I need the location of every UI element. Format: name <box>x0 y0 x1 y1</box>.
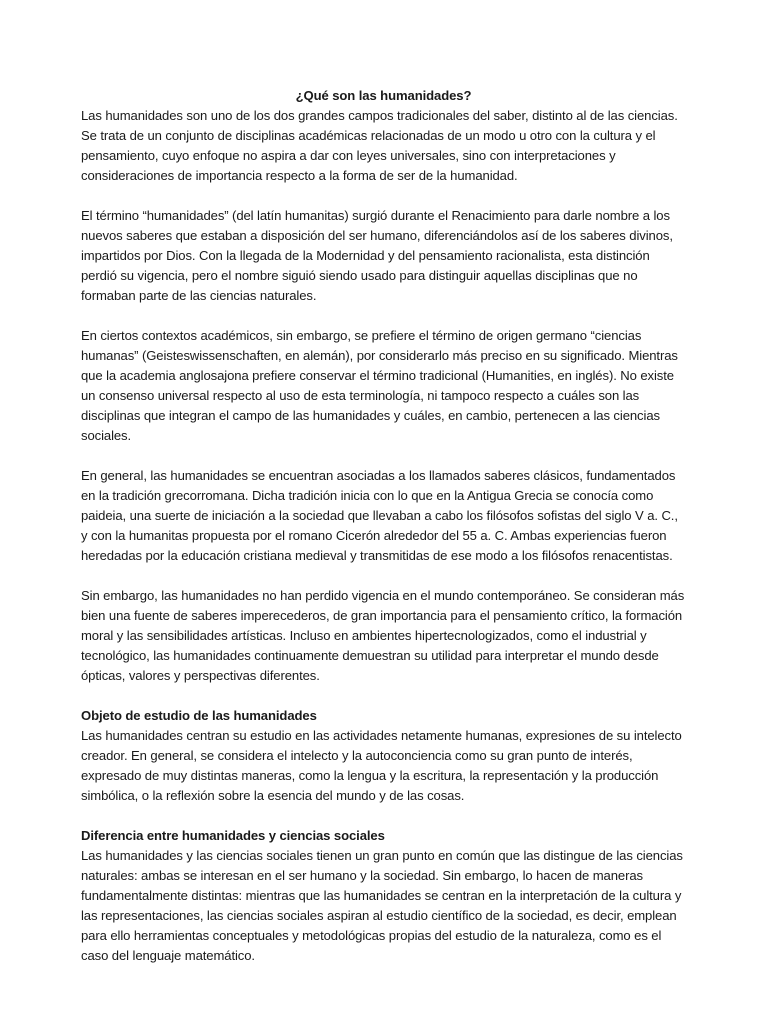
section-heading-objeto: Objeto de estudio de las humanidades <box>81 708 317 723</box>
intro-paragraph-4: En general, las humanidades se encuentran asociadas a los llamados saberes clásicos, fundamentados en la tradición grecorromana. Dicha tradición inicia con lo que en la Antigua Grecia se conocía como paideia, una suerte de iniciación a la sociedad que llevaban a cabo los filósofos sofistas del siglo V a. C., y con la humanitas propuesta por el romano Cicerón alrededor del 55 a. C. Ambas experiencias fueron heredadas por la educación cristiana medieval y transmitidas de ese modo a los filósofos renacentistas. <box>81 468 678 563</box>
section-heading-diferencia: Diferencia entre humanidades y ciencias sociales <box>81 828 385 843</box>
document-page <box>81 86 686 966</box>
intro-paragraph-1: Las humanidades son uno de los dos grandes campos tradicionales del saber, distinto al de las ciencias. Se trata de un conjunto de disciplinas académicas relacionadas de un modo u otro con la cultura y el pensamiento, cuyo enfoque no aspira a dar con leyes universales, sino con interpretaciones y consideraciones de importancia respecto a la forma de ser de la humanidad. <box>81 108 678 183</box>
intro-paragraph-5: Sin embargo, las humanidades no han perdido vigencia en el mundo contemporáneo. Se consideran más bien una fuente de saberes imperecederos, de gran importancia para el pensamiento crítico, la formación moral y las sensibilidades artísticas. Incluso en ambientes hipertecnologizados, como el industrial y tecnológico, las humanidades continuamente demuestran su utilidad para interpretar el mundo desde ópticas, valores y perspectivas diferentes. <box>81 588 685 683</box>
intro-paragraph-2: El término “humanidades” (del latín humanitas) surgió durante el Renacimiento para darle nombre a los nuevos saberes que estaban a disposición del ser humano, diferenciándolos así de los saberes divinos, impartidos por Dios. Con la llegada de la Modernidad y del pensamiento racionalista, esta distinción perdió su vigencia, pero el nombre siguió siendo usado para distinguir aquellas disciplinas que no formaban parte de las ciencias naturales. <box>81 208 673 303</box>
document-title: ¿Qué son las humanidades? <box>295 88 472 103</box>
section-body-diferencia: Las humanidades y las ciencias sociales tienen un gran punto en común que las distingue de las ciencias naturales: ambas se interesan en el ser humano y la sociedad. Sin embargo, lo hacen de maneras fundamentalmente distintas: mientras que las humanidades se centran en la interpretación de la cultura y las representaciones, las ciencias sociales aspiran al estudio científico de la sociedad, es decir, emplean para ello herramientas conceptuales y metodológicas propias del estudio de la naturaleza, como es el caso del lenguaje matemático. <box>81 848 683 963</box>
intro-paragraph-3: En ciertos contextos académicos, sin embargo, se prefiere el término de origen germano “ciencias humanas” (Geisteswissenschaften, en alemán), por considerarlo más preciso en su significado. Mientras que la academia anglosajona prefiere conservar el término tradicional (Humanities, en inglés). No existe un consenso universal respecto al uso de esta terminología, ni tampoco respecto a cuáles son las disciplinas que integran el campo de las humanidades y cuáles, en cambio, pertenecen a las ciencias sociales. <box>81 328 678 443</box>
section-body-objeto: Las humanidades centran su estudio en las actividades netamente humanas, expresiones de su intelecto creador. En general, se considera el intelecto y la autoconciencia como su gran punto de interés, expresado de muy distintas maneras, como la lengua y la escritura, la representación y la producción simbólica, o la reflexión sobre la esencia del mundo y de las cosas. <box>81 728 682 803</box>
